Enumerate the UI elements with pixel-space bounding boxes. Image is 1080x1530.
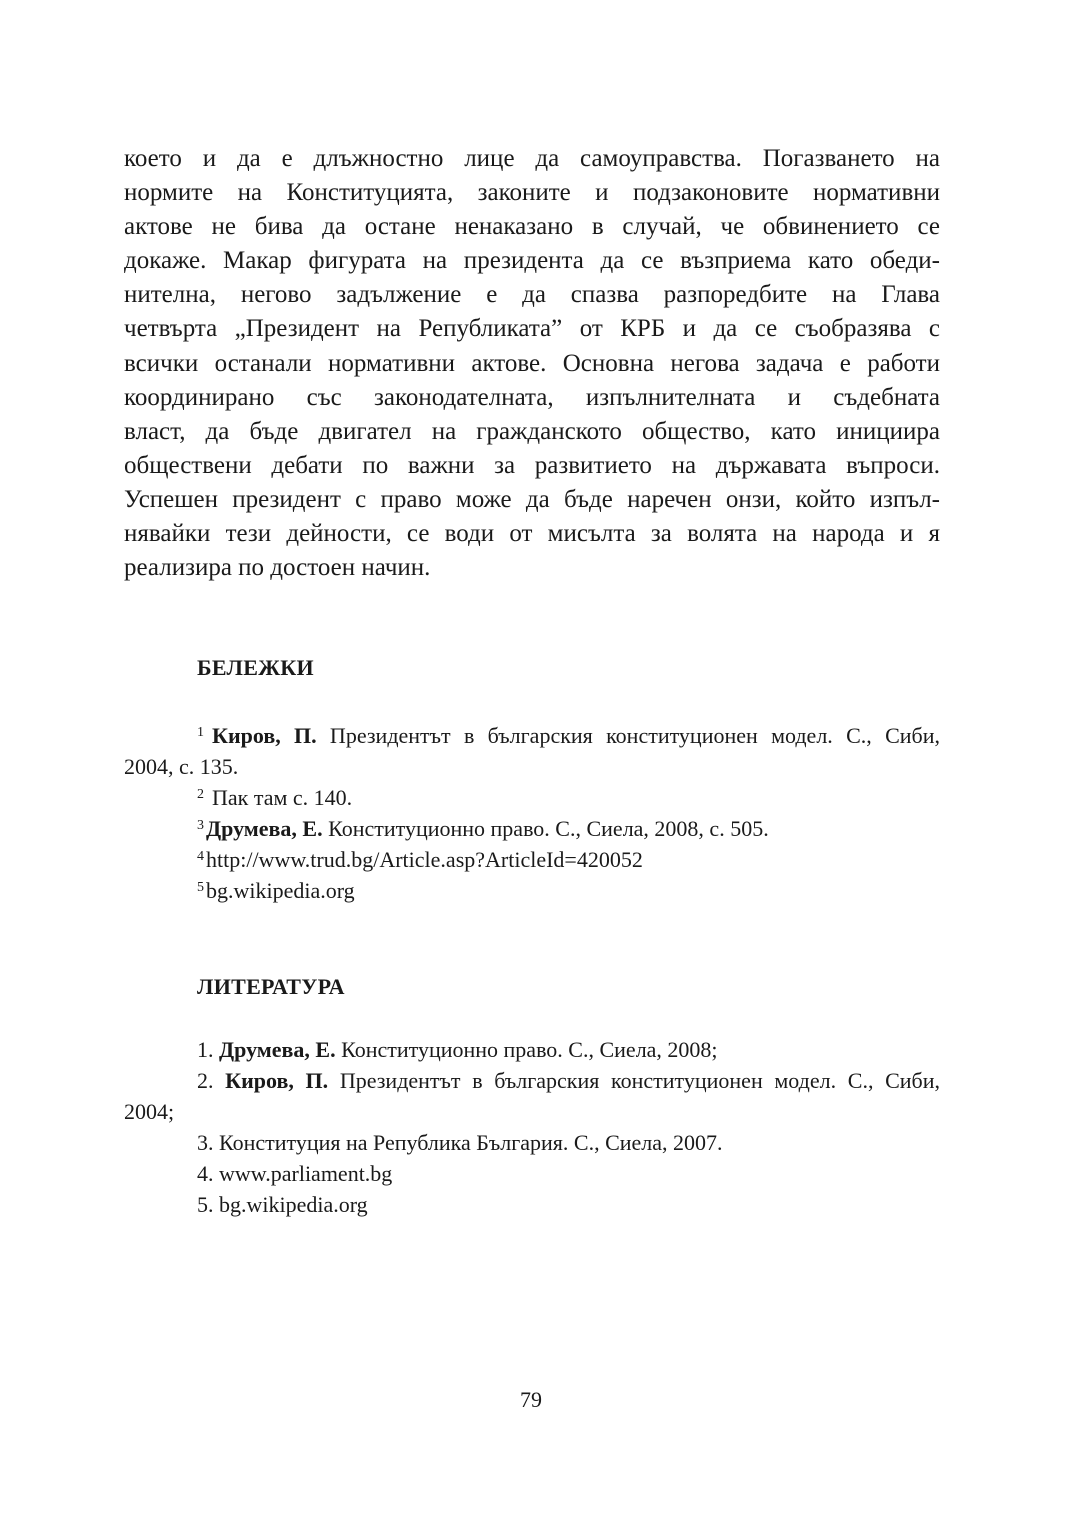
literature-author: Друмева, Е. — [219, 1037, 336, 1062]
literature-item — [124, 1034, 940, 1065]
note-item — [124, 813, 940, 844]
note-item — [124, 720, 940, 782]
note-text: bg.wikipedia.org — [206, 878, 355, 903]
note-item — [124, 875, 940, 906]
body-line: нителна, негово задължение е да спазва разпоредбите на Глава — [124, 281, 940, 309]
body-line: власт, да бъде двигател на гражданското общество, като инициира — [124, 417, 940, 445]
literature-number: 4. — [197, 1161, 219, 1186]
body-line: всички останали нормативни актове. Основна негова задача е работи — [124, 349, 940, 377]
literature-author: Киров, П. — [225, 1068, 329, 1093]
note-text: Президентът в българския конституционен модел. С., Сиби, — [316, 723, 941, 748]
literature-number: 3. — [197, 1130, 219, 1155]
note-text: Пак там с. 140. — [212, 785, 353, 810]
literature-text: Конституция на Република България. С., Сиела, 2007. — [219, 1130, 723, 1155]
body-paragraph — [124, 142, 940, 585]
note-author: Киров, П. — [212, 723, 317, 748]
body-line: координирано със законодателната, изпълнителната и съдебната — [124, 383, 940, 411]
literature-item — [124, 1158, 940, 1189]
literature-text: Конституционно право. С., Сиела, 2008; — [335, 1037, 718, 1062]
note-text-continuation: 2004, с. 135. — [124, 754, 239, 779]
note-number: 1 — [197, 725, 204, 740]
note-text: Конституционно право. С., Сиела, 2008, с. 505. — [322, 816, 769, 841]
body-line: актове не бива да остане ненаказано в случай, че обвинението се — [124, 213, 940, 241]
note-text: http://www.trud.bg/Article.asp?ArticleId=420052 — [206, 847, 643, 872]
literature-text: Президентът в българския конституционен модел. С., Сиби, — [328, 1068, 941, 1093]
literature-number: 2. — [197, 1068, 226, 1093]
body-line: докаже. Макар фигурата на президента да се възприема като обеди- — [124, 247, 940, 275]
note-item — [124, 782, 940, 813]
body-line: обществени дебати по важни за развитието на държавата въпроси. — [124, 451, 940, 479]
literature-text: bg.wikipedia.org — [219, 1192, 368, 1217]
notes-heading: БЕЛЕЖКИ — [197, 655, 314, 680]
literature-item — [124, 1189, 940, 1220]
literature-list — [124, 1034, 940, 1220]
note-number: 4 — [197, 849, 204, 864]
body-line: четвърта „Президент на Републиката” от КРБ и да се съобразява с — [124, 315, 940, 343]
body-line: което и да е длъжностно лице да самоуправства. Погазването на — [124, 145, 940, 172]
note-number: 3 — [197, 818, 204, 833]
literature-number: 5. — [197, 1192, 219, 1217]
page-number: 79 — [520, 1387, 542, 1412]
notes-list — [124, 720, 940, 906]
note-number: 2 — [197, 787, 204, 802]
literature-item — [124, 1065, 940, 1127]
literature-item — [124, 1127, 940, 1158]
body-line: реализира по достоен начин. — [124, 554, 431, 582]
literature-text: www.parliament.bg — [219, 1161, 393, 1186]
note-author: Друмева, Е. — [206, 816, 323, 841]
literature-number: 1. — [197, 1037, 219, 1062]
literature-text-continuation: 2004; — [124, 1099, 175, 1124]
body-line: нявайки тези дейности, се води от мисълта за волята на народа и я — [124, 520, 940, 548]
literature-heading: ЛИТЕРАТУРА — [197, 974, 345, 999]
note-item — [124, 844, 940, 875]
note-number: 5 — [197, 880, 204, 895]
body-line: нормите на Конституцията, законите и подзаконовите нормативни — [124, 179, 940, 207]
body-line: Успешен президент с право може да бъде наречен онзи, който изпъл- — [124, 485, 940, 513]
